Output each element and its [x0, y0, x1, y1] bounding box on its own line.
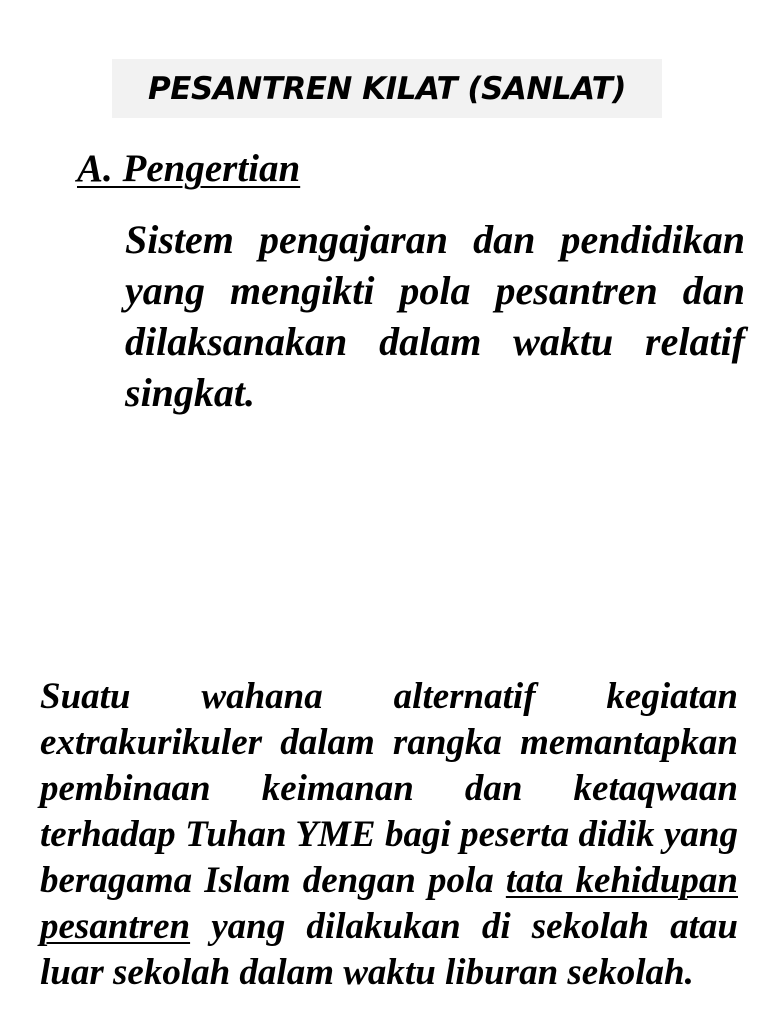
paragraph-text-after: yang dilakukan di sekolah atau luar sekolah dalam waktu liburan sekolah. [40, 906, 738, 993]
title-banner [112, 59, 662, 118]
paragraph-text-before: Suatu wahana alternatif kegiatan extrakurikuler dalam rangka memantapkan pembinaan keimanan dan ketaqwaan terhadap Tuhan YME bagi peserta didik yang beragama Islam dengan pola [40, 676, 738, 901]
description-paragraph [40, 674, 738, 996]
page-title: PESANTREN KILAT (SANLAT) [148, 70, 626, 107]
definition-text: Sistem pengajaran dan pendidikan yang mengikti pola pesantren dan dilaksanakan dalam waktu relatif singkat. [125, 217, 745, 415]
section-heading: A. Pengertian [77, 147, 301, 190]
paragraph-underlined-phrase: tata kehidupan pesantren [40, 860, 738, 947]
